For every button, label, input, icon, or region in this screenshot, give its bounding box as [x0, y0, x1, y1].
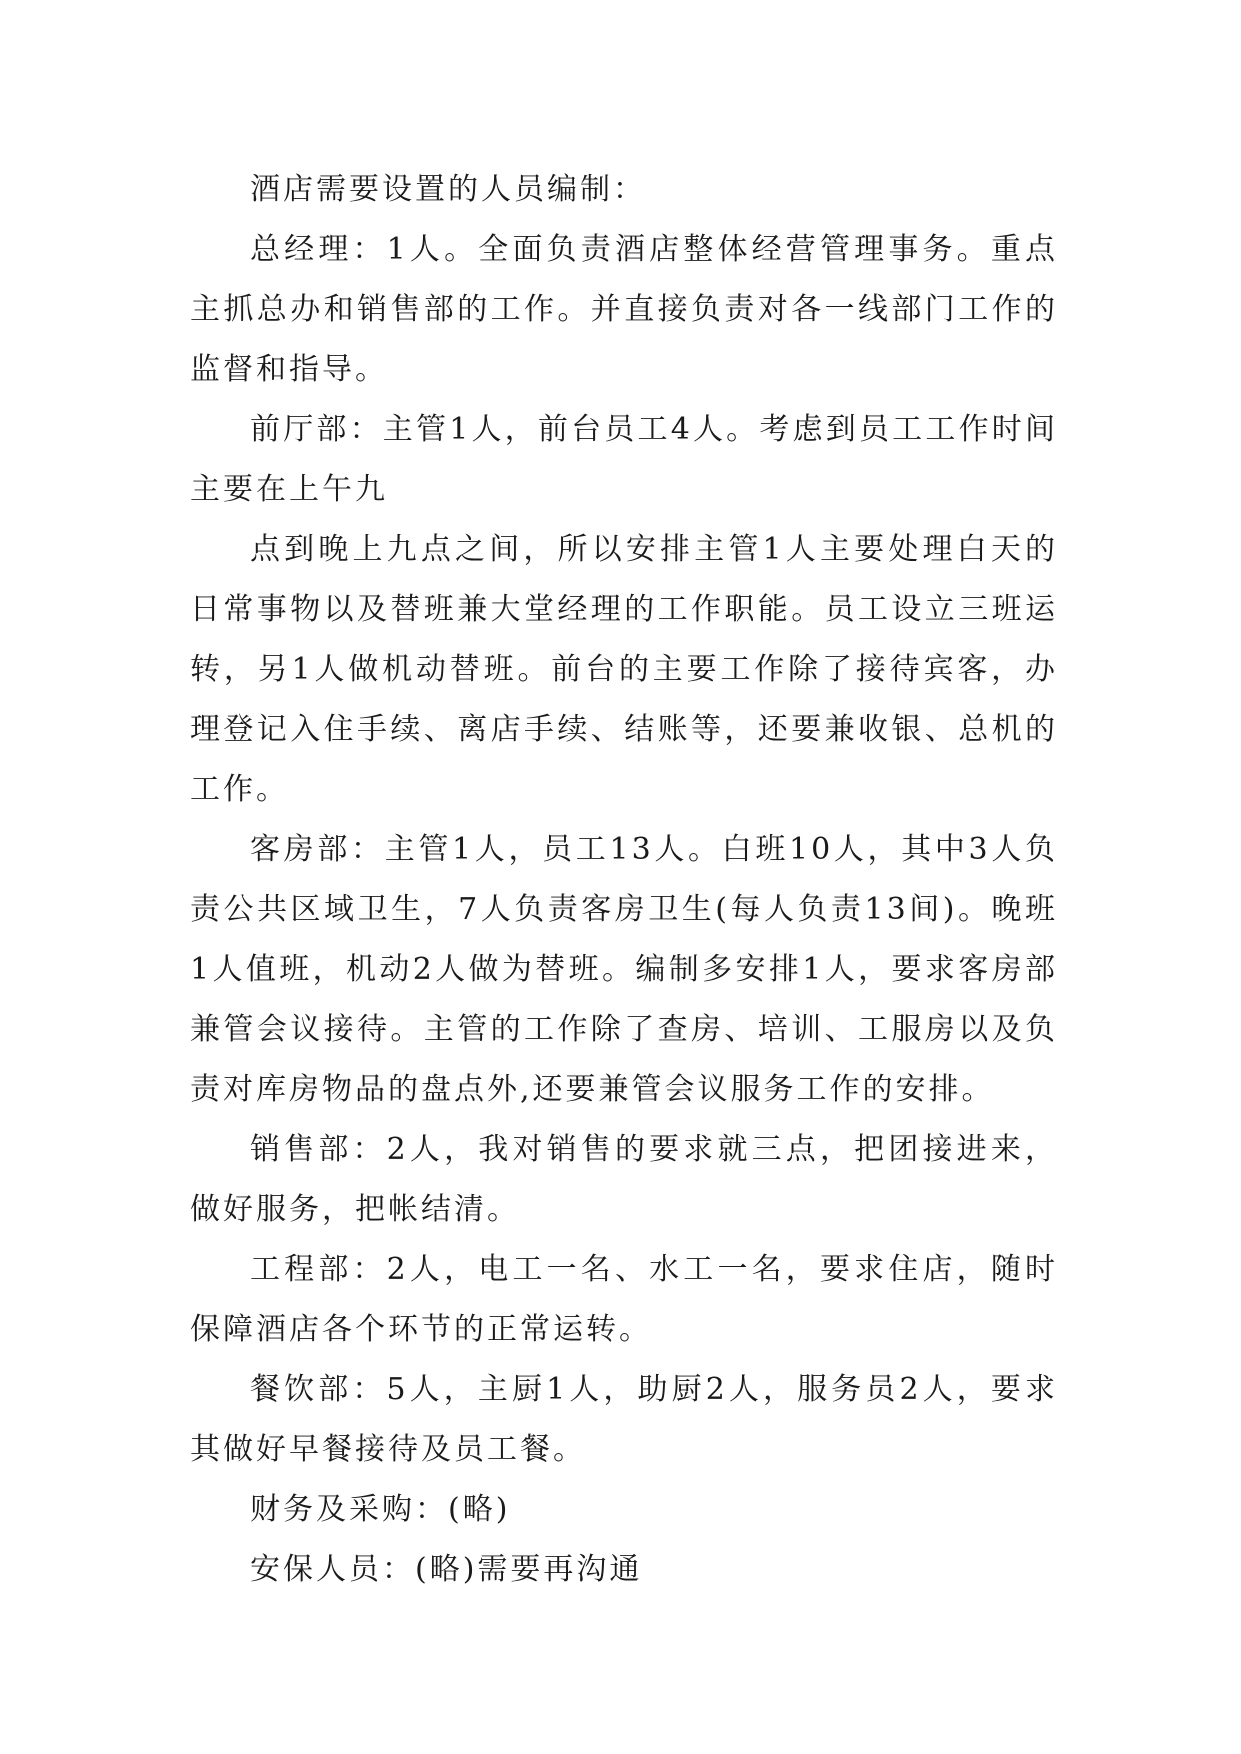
paragraph-engineering: 工程部：2人，电工一名、水工一名，要求住店，随时保障酒店各个环节的正常运转。	[190, 1252, 1058, 1347]
paragraph-front-office: 前厅部：主管1人，前台员工4人。考虑到员工工作时间主要在上午九	[190, 412, 1058, 507]
paragraph-housekeeping: 客房部：主管1人，员工13人。白班10人，其中3人负责公共区域卫生，7人负责客房卫生(每人负责13间)。晚班1人值班，机动2人做为替班。编制多安排1人，要求客房部兼管会议接待。主管的工作除了查房、培训、工服房以及负责对库房物品的盘点外,还要兼管会议服务工作的安排。	[190, 832, 1058, 1107]
paragraph-security: 安保人员：(略)需要再沟通	[250, 1552, 643, 1587]
paragraph-front-office-continued: 点到晚上九点之间，所以安排主管1人主要处理白天的日常事物以及替班兼大堂经理的工作职能。员工设立三班运转，另1人做机动替班。前台的主要工作除了接待宾客，办理登记入住手续、离店手续、结账等，还要兼收银、总机的工作。	[190, 532, 1058, 807]
paragraph-finance-purchasing: 财务及采购：(略)	[250, 1492, 511, 1527]
paragraph-food-beverage: 餐饮部：5人，主厨1人，助厨2人，服务员2人，要求其做好早餐接待及员工餐。	[190, 1372, 1058, 1467]
document-body	[190, 160, 1058, 1600]
paragraph-intro: 酒店需要设置的人员编制：	[250, 172, 646, 207]
paragraph-general-manager: 总经理：1人。全面负责酒店整体经营管理事务。重点主抓总办和销售部的工作。并直接负责对各一线部门工作的监督和指导。	[190, 232, 1058, 387]
paragraph-sales: 销售部：2人，我对销售的要求就三点，把团接进来，做好服务，把帐结清。	[190, 1132, 1058, 1227]
